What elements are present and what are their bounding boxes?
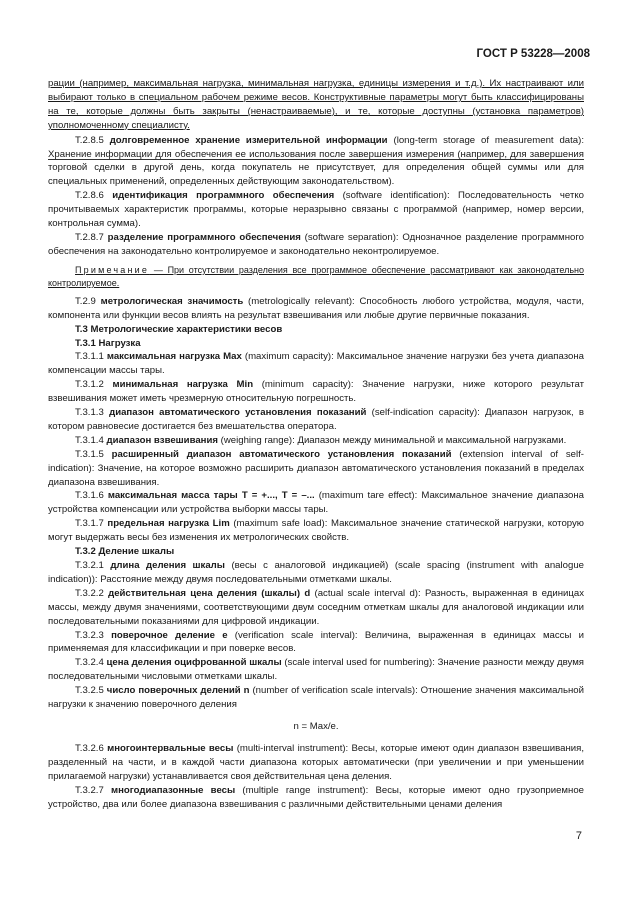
paragraph-continuation: рации (например, максимальная нагрузка, минимальная нагрузка, единицы измерения и т.д.). Их настраивают или выбирают только в специальном рабочем режиме весов. Конструктивные параметры могут быть классифицированы на те, которые должны быть закрыты (ненастраиваемые), и те, которые доступны (установка параметров) уполномоченному специалисту. bbox=[48, 78, 584, 131]
clause-text: (весы с аналоговой индикацией) (scale spacing (instrument with analogue indication)): Расстояние между двумя последовательными отметками шкалы. bbox=[48, 560, 584, 585]
clause-T3-1-6 bbox=[48, 489, 584, 517]
clause-number: T.3.2.1 bbox=[75, 560, 104, 571]
clause-number: T.3.2.5 bbox=[75, 685, 104, 697]
clause-term: предельная нагрузка Lim bbox=[107, 518, 230, 530]
document-body bbox=[48, 77, 584, 811]
clause-number: T.3.1.1 bbox=[75, 351, 104, 363]
clause-text: (extension interval of self-indication): Значение, на которое возможно расширить диапазон автоматического установления показаний в пределах диапазона взвешивания. bbox=[48, 448, 584, 488]
section-heading-T3-1: T.3.1 Нагрузка bbox=[75, 337, 141, 349]
document-code: ГОСТ Р 53228—2008 bbox=[476, 48, 590, 60]
clause-term: длина деления шкалы bbox=[110, 560, 225, 571]
page-number: 7 bbox=[575, 830, 582, 842]
clause-text: (self-indication capacity): Диапазон нагрузок, в котором равновесие достигается без вмешательства оператора. bbox=[48, 407, 584, 432]
clause-text: (verification scale interval): Величина, выраженная в единицах массы и применяемая для классификации и при поверке весов. bbox=[48, 629, 584, 655]
clause-T2-8-6 bbox=[48, 189, 584, 231]
clause-term: диапазон взвешивания bbox=[106, 434, 218, 446]
clause-text: (maximum capacity): Максимальное значение нагрузки без учета диапазона компенсации массы тары. bbox=[48, 351, 584, 377]
clause-text: (metrologically relevant): Способность любого устройства, модуля, части, компонента или функции весов влиять на результат взвешивания или любые другие первичные показания. bbox=[48, 295, 584, 321]
clause-number: T.3.1.7 bbox=[75, 518, 104, 530]
clause-number: T.3.2.6 bbox=[75, 742, 104, 754]
clause-term: долговременное хранение измерительной информации bbox=[109, 134, 388, 146]
clause-T3-1-2 bbox=[48, 378, 584, 406]
section-heading-T3: T.3 Метрологические характеристики весов bbox=[75, 323, 283, 335]
clause-T3-1-1 bbox=[48, 350, 584, 378]
clause-T3-2-5 bbox=[48, 684, 584, 712]
note-label: Примечание bbox=[75, 264, 150, 275]
clause-T3-1-5 bbox=[48, 448, 584, 490]
clause-number: T.2.8.6 bbox=[75, 190, 104, 202]
clause-number: T.3.2.7 bbox=[75, 784, 104, 796]
clause-number: T.3.1.3 bbox=[75, 407, 104, 419]
clause-number: T.3.1.6 bbox=[75, 490, 104, 502]
clause-number: T.2.8.5 bbox=[75, 134, 104, 146]
clause-T3-2-1 bbox=[48, 559, 584, 587]
clause-number: T.3.1.4 bbox=[75, 434, 104, 446]
clause-term: максимальная нагрузка Max bbox=[106, 351, 242, 363]
clause-T3-1-4 bbox=[48, 434, 584, 448]
note bbox=[48, 264, 584, 290]
clause-T3-2-7 bbox=[48, 784, 584, 812]
clause-term: многодиапазонные весы bbox=[111, 784, 236, 796]
clause-term: диапазон автоматического установления показаний bbox=[109, 407, 367, 419]
clause-text: (multi-interval instrument): Весы, которые имеют один диапазон взвешивания, разделенный на части, и в каждой части диапазона которых автоматически (при увеличении и при уменьшении прилагаемой нагрузки) устанавливается своя действительная цена деления. bbox=[48, 742, 584, 782]
clause-T3-2-3 bbox=[48, 629, 584, 657]
clause-term: минимальная нагрузка Min bbox=[112, 379, 254, 391]
clause-term: разделение программного обеспечения bbox=[107, 231, 301, 243]
clause-text: (scale interval used for numbering): Значение разности между двумя последовательными числовыми отметками шкалы. bbox=[48, 657, 584, 683]
clause-number: T.3.1.2 bbox=[75, 379, 104, 391]
clause-number: T.2.9 bbox=[75, 295, 96, 307]
clause-number: T.3.2.2 bbox=[75, 587, 104, 599]
clause-T3-2-2 bbox=[48, 587, 584, 629]
clause-text: (maximum tare effect): Максимальное значение диапазона устройства компенсации или устройства выборки массы тары. bbox=[48, 490, 584, 516]
clause-text: (maximum safe load): Максимальное значение статической нагрузки, которую могут выдержать весы без изменения их метрологических свойств. bbox=[48, 518, 584, 544]
clause-term: число поверочных делений n bbox=[106, 685, 250, 697]
clause-text: (software separation): Однозначное разделение программного обеспечения на законодательно контролируемое и законодательно неконтролируемое. bbox=[48, 231, 584, 257]
clause-T2-8-7 bbox=[48, 231, 584, 259]
clause-text: (weighing range): Диапазон между минимальной и максимальной нагрузками. bbox=[217, 434, 567, 446]
clause-term: поверочное деление e bbox=[111, 629, 228, 641]
clause-T3-2-4 bbox=[48, 656, 584, 684]
clause-number: T.3.1.5 bbox=[75, 448, 104, 460]
clause-text: (multiple range instrument): Весы, которые имеют одно грузоприемное устройство, два или более диапазона взвешивания с различными действительными ценами деления bbox=[48, 784, 584, 810]
clause-number: T.3.2.3 bbox=[75, 629, 104, 641]
clause-text: (software identification): Последовательность четко прочитываемых характеристик программы, которые неразрывно связаны с программой (например, номер версии, контрольная сумма). bbox=[48, 190, 584, 230]
clause-text: (long-term storage of measurement data): Хранение информации для обеспечения ее использования после завершения измерения (например, для завершения торговой сделки в другой день, когда покупатель не присутствует, для определения общей суммы или для специальных применений, определенных действующим законодательством). bbox=[48, 134, 585, 188]
clause-T3-1-7 bbox=[48, 517, 584, 545]
clause-term: идентификация программного обеспечения bbox=[112, 190, 335, 202]
clause-T3-1-3 bbox=[48, 406, 584, 434]
clause-text: (minimum capacity): Значение нагрузки, ниже которого результат взвешивания может иметь чрезмерную относительную погрешность. bbox=[48, 379, 585, 405]
clause-text: (actual scale interval d): Разность, выраженная в единицах массы, между двумя значениями, соответствующими двум соседним отметкам шкалы для аналоговой индикации или последовательными показаниями для цифровой индикации. bbox=[48, 587, 585, 627]
clause-T3-2-6 bbox=[48, 742, 584, 784]
note-text: — При отсутствии разделения все программное обеспечение рассматривают как законодательно контролируемое. bbox=[48, 264, 584, 288]
clause-term: действительная цена деления (шкалы) d bbox=[108, 587, 311, 599]
clause-term: многоинтервальные весы bbox=[107, 742, 234, 754]
clause-term: максимальная масса тары T = +..., T = –... bbox=[107, 490, 315, 502]
clause-term: расширенный диапазон автоматического установления показаний bbox=[111, 448, 452, 460]
clause-T2-8-5 bbox=[48, 134, 584, 190]
section-heading-T3-2: T.3.2 Деление шкалы bbox=[75, 546, 175, 558]
clause-term: цена деления оцифрованной шкалы bbox=[106, 657, 282, 669]
clause-T2-9 bbox=[48, 295, 584, 323]
clause-number: T.2.8.7 bbox=[75, 231, 104, 243]
clause-number: T.3.2.4 bbox=[75, 657, 104, 669]
clause-text: (number of verification scale intervals): Отношение значения максимальной нагрузки к значению поверочного деления bbox=[48, 685, 584, 711]
clause-term: метрологическая значимость bbox=[100, 295, 244, 307]
formula: n = Max/e. bbox=[293, 720, 339, 732]
